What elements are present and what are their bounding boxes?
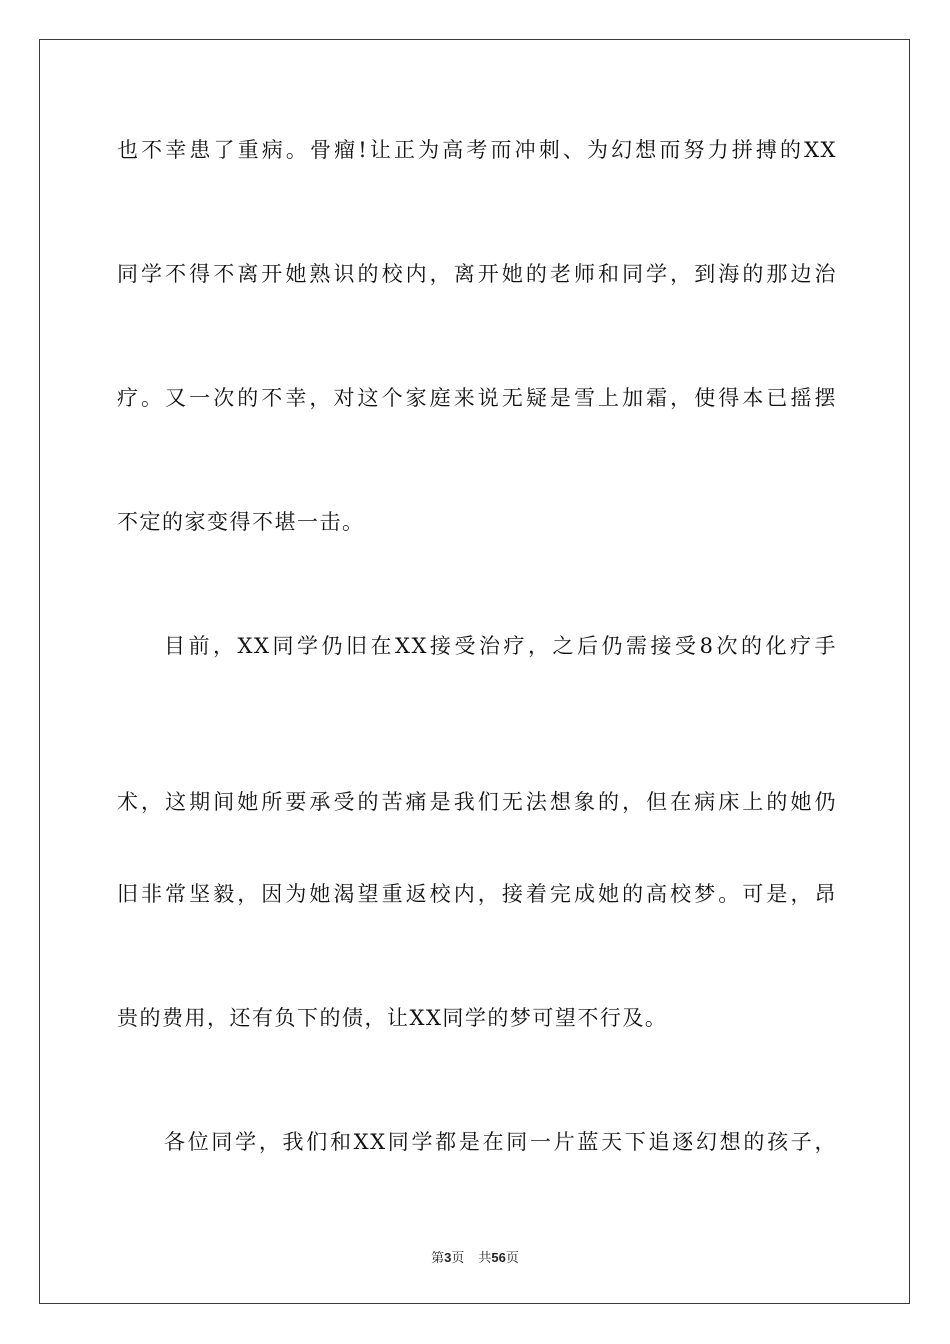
page-total: 56 — [491, 1250, 506, 1265]
total-suffix: 页 — [505, 1250, 519, 1265]
text-line-4: 不定的家变得不堪一击。 — [117, 510, 365, 534]
page-footer — [0, 1247, 950, 1266]
text-line-5: 目前，XX同学仍旧在XX接受治疗，之后仍需接受8次的化疗手 — [164, 634, 837, 658]
text-line-2: 同学不得不离开她熟识的校内，离开她的老师和同学，到海的那边治 — [117, 262, 837, 286]
text-line-8: 贵的费用，还有负下的债，让XX同学的梦可望不行及。 — [117, 1006, 668, 1030]
text-line-9: 各位同学，我们和XX同学都是在同一片蓝天下追逐幻想的孩子， — [164, 1130, 837, 1154]
page-prefix: 第 — [431, 1250, 445, 1265]
text-line-1: 也不幸患了重病。骨瘤!让正为高考而冲刺、为幻想而努力拼搏的XX — [117, 138, 837, 162]
total-prefix: 共 — [478, 1250, 492, 1265]
text-line-7: 旧非常坚毅，因为她渴望重返校内，接着完成她的高校梦。可是，昂 — [117, 882, 837, 906]
page-suffix: 页 — [451, 1250, 465, 1265]
page-border — [39, 39, 910, 1304]
text-line-3: 疗。又一次的不幸，对这个家庭来说无疑是雪上加霜，使得本已摇摆 — [117, 386, 837, 410]
text-line-6: 术，这期间她所要承受的苦痛是我们无法想象的，但在病床上的她仍 — [117, 790, 837, 814]
page-current: 3 — [444, 1250, 452, 1265]
